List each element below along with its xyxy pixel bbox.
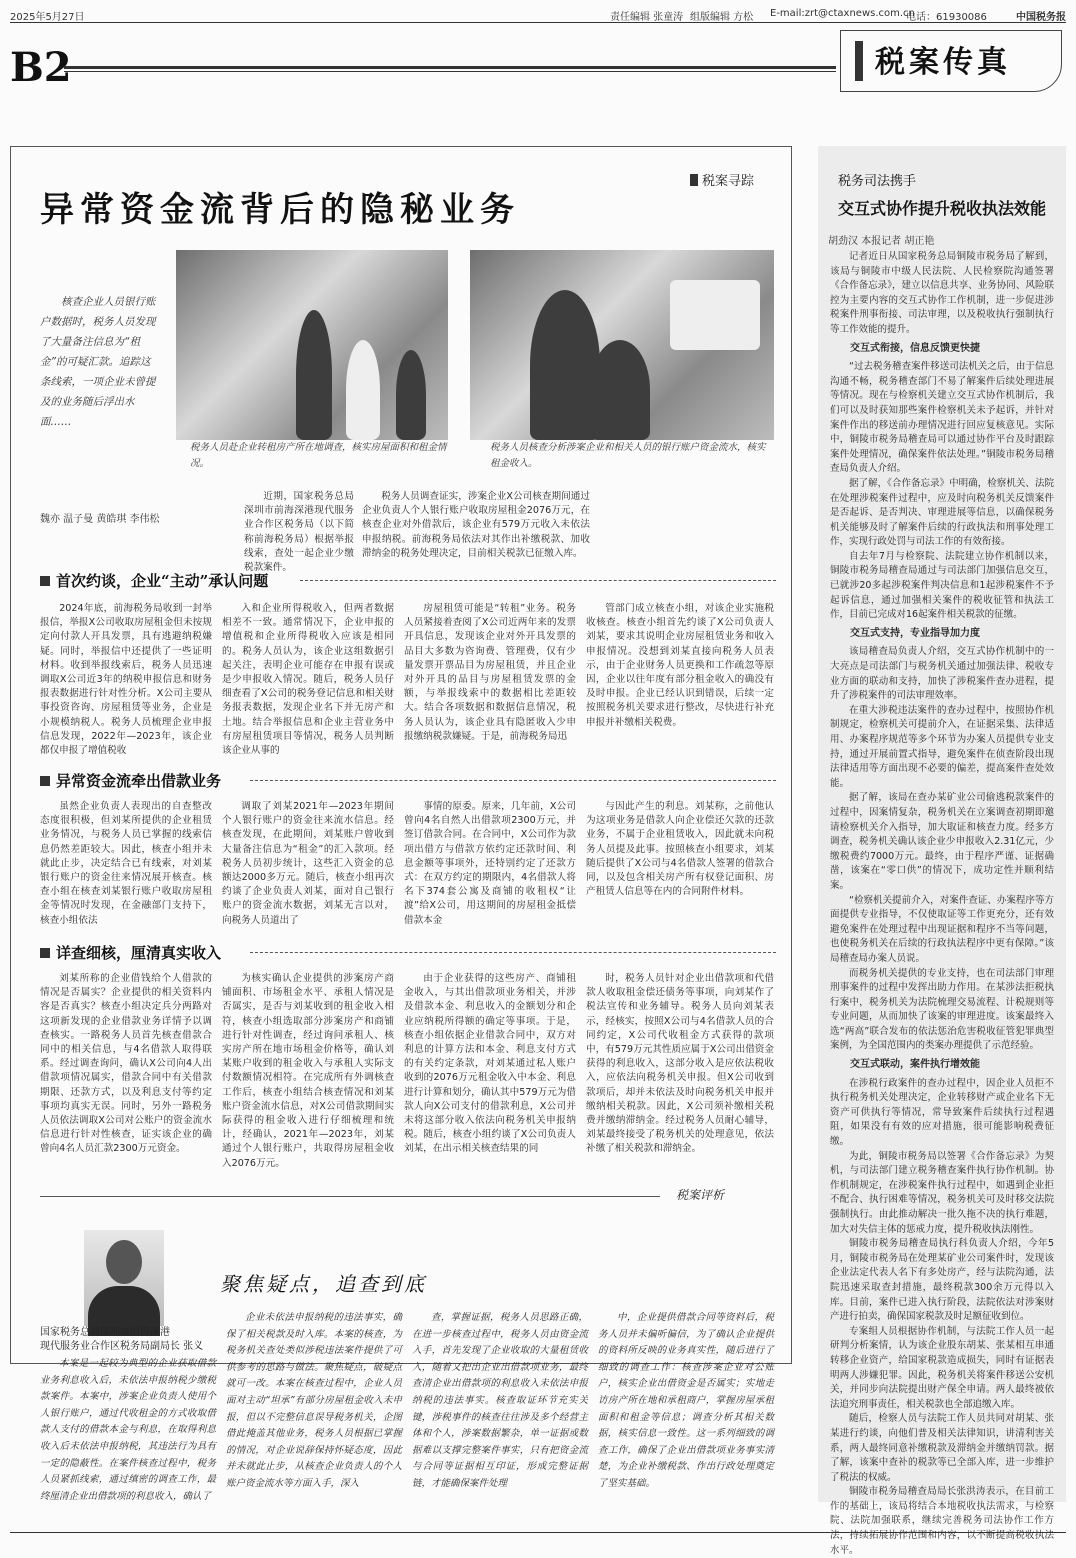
section-3-col-2 bbox=[222, 972, 394, 1169]
comment-col-2 bbox=[226, 1310, 402, 1496]
comment-tag: 税案评析 bbox=[676, 1188, 725, 1202]
section-3-para-3: 由于企业获得的这些房产、商铺租金收入，与其出借款项业务相关，并涉及借款本金、利息收入的金额划分和企业应纳税所得额的确定等事项。于是，核查小组依据企业借款合同中，双方对利息的计算方法和本金、利息支付方式的有关约定条款，对刘某通过私人账户收到的2076万元租金收入中本金、利息进行计算和划分，确认其中579万元为借款人向X公司支付的借款利息，X公司并未将这部分收入依法向税务机关申报纳税。随后，核查小组约谈了X公司负责人刘某，在出示相关核查结果的同 bbox=[404, 973, 576, 1155]
article-lead: 核查企业人员银行账户数据时，税务人员发现了大量备注信息为“租金”的可疑汇款。追踪这条线索，一项企业未曾提及的业务随后浮出水面…… bbox=[40, 296, 156, 428]
article-authors: 魏亦 温子曼 黄皓琪 李伟松 bbox=[40, 514, 160, 525]
sidebar-subhead: 交互式联动，案件执行增效能 bbox=[850, 1059, 980, 1071]
portrait-head bbox=[106, 1240, 142, 1284]
sidebar-paragraph: 自去年7月与检察院、法院建立协作机制以来，铜陵市税务局稽查局通过与司法部门加强信息交互，已就涉20多起涉税案件判决信息和1起涉税案件不予起诉信息，通过加强相关案件的税收征管和执法工作，目前已完成对16起案件相关税款的征缴。 bbox=[830, 550, 1054, 621]
section-2-para-2: 调取了刘某2021年—2023年期间个人银行账户的资金往来流水信息。经核查发现，在此期间，刘某账户曾收到大量备注信息为“租金”的汇入款项。经税务人员初步统计，这些汇入资金的总额达2000多万元。随后，核查小组再次约谈了企业负责人刘某，面对自己银行账户的资金流水数据，刘某无言以对，向税务人员道出了 bbox=[222, 801, 394, 926]
sidebar-paragraph: “检察机关提前介入，对案件查证、办案程序等方面提供专业指导，不仅使取证等工作更充分，还有效避免案件在处理过程中出现证据和程序不当等问题，也使税务机关在后续的行政执法程序中更有保障。”该局稽查局办案人员说。 bbox=[830, 894, 1054, 964]
photo-account-review bbox=[470, 250, 774, 440]
sidebar-paragraph: 在重大涉税违法案件的查办过程中，按照协作机制规定，检察机关可提前介入，在证据采集、法律适用、办案程序规范等多个环节为办案人员提供专业支持，通过开展前置式指导，避免案件在侦查阶段出现法律适用等方面出现不必要的偏差，提高案件查处效能。 bbox=[830, 704, 1054, 789]
section-2-col-1 bbox=[40, 800, 212, 930]
sidebar-paragraph: 据了解，《合作备忘录》中明确，检察机关、法院在处理涉税案件过程中，应及时向税务机关反馈案件是否起诉、是否判决、审理进展等信息，以确保税务机关能够及时了解案件后续的行政执法和刑事处理工作，实现行政处罚与司法工作的有效衔接。 bbox=[830, 477, 1054, 548]
section-2-title-text: 异常资金流牵出借款业务 bbox=[56, 772, 222, 790]
comment-para-2: 企业未依法申报纳税的违法事实，确保了相关税款及时入库。本案的核查，为税务机关查处类似涉税违法案件提供了可供参考的思路与做法。聚焦疑点，破疑点就可一改。本案在核查过程中，企业人员面对主动“坦承”有部分房屋租金收入未申报，但以不完整信息误导税务机关，企图借此掩盖其他业务，税务人员根据已掌握的情况，对企业说辞保持怀疑态度，因此并未就此止步，从核查企业负责人的个人账户资金流水等方面入手，深入 bbox=[226, 1312, 402, 1489]
nameplate-bar bbox=[855, 41, 863, 81]
section-2-para-1: 虽然企业负责人表现出的自查整改态度很积极，但刘某所提供的企业租赁业务情况，与税务人员已掌握的线索信息仍然差距较大。因此，核查小组并未就此止步，决定结合已有线索，对刘某银行账户的资金往来情况展开核查。核查小组在核查刘某银行账户收取房屋租金等情况时发现，在金融部门支持下，核查小组依法 bbox=[40, 801, 212, 926]
photo-figure bbox=[296, 310, 332, 440]
sidebar-title: 交互式协作提升税收执法效能 bbox=[838, 199, 1047, 218]
column-title: 税案传真 bbox=[875, 45, 1011, 80]
section-3-para-4: 时，税务人员针对企业出借款项和代借款人收取租金偿还债务等事项，向刘某作了税法宣传和业务辅导。税务人员向刘某表示，经核实，按照X公司与4名借款人员的合同约定，X公司代收租金方式获得的款项中，有579万元其性质应属于X公司出借资金获得的利息收入，这部分收入是应依法税收入，应依法向税务机关申报。但X公司收到款项后，却并未依法及时向税务机关申报并缴纳相关税款。因此，X公司须补缴相关税费并缴纳滞纳金。经过税务人员耐心辅导，刘某最终接受了税务机关的处理意见，依法补缴了相关税款和滞纳金。 bbox=[586, 973, 774, 1155]
section-2-col-4 bbox=[586, 800, 774, 930]
editor-credit: 责任编辑 张童涛 bbox=[610, 12, 684, 23]
sidebar-paragraph: 铜陵市税务局稽查局执行科负责人介绍，今年5月，铜陵市税务局在处理某矿业公司案件时，发现该企业法定代表人名下有多处房产，经与法院沟通，法院迅速采取查封措施，最终税款300余万元得以入库。目前，案件已进入执行阶段，法院依法对涉案财产进行拍卖，确保国家税款及时足额征收到位。 bbox=[830, 1238, 1054, 1323]
sidebar-subhead: 交互式衔接，信息反馈更快捷 bbox=[850, 342, 980, 354]
comment-col-3 bbox=[412, 1310, 588, 1496]
sidebar-byline: 胡劲汉 本报记者 胡正艳 bbox=[828, 236, 935, 247]
intro-col-2 bbox=[362, 490, 590, 570]
photo-figure bbox=[346, 340, 380, 440]
section-3-title bbox=[40, 942, 221, 963]
comment-col-4 bbox=[598, 1310, 774, 1496]
photo-monitor bbox=[670, 280, 760, 350]
header-thick-rule bbox=[64, 66, 836, 69]
sidebar-paragraph: 专案组人员根据协作机制，与法院工作人员一起研判分析案情，认为该企业股东胡某、张某相互串通转移企业资产，给国家税款造成损失，同时有证据表明两人涉嫌犯罪。因此，税务机关将案件移送公安机关，并同步向法院提出财产保全申请。两人最终被依法追究刑事责任，相关税款也全部追缴入库。 bbox=[830, 1325, 1054, 1410]
comment-rule bbox=[40, 1196, 660, 1197]
sidebar-body bbox=[830, 250, 1054, 1556]
section-1-para-1: 2024年底，前海税务局收到一封举报信，举报X公司收取房屋租金但未按规定向付款人开具发票，具有逃避纳税嫌疑。同时，举报信中还提供了一些证明材料。收到举报线索后，税务人员迅速调取X公司近3年的纳税申报信息和财务报表数据进行针对性分析。X公司主要从事投资咨询、房屋租赁等业务，企业是小规模纳税人。税务人员梳理企业申报信息发现，2022年—2023年，该企业都仅申报了增值税收 bbox=[40, 603, 212, 757]
comment-byline bbox=[40, 1326, 203, 1354]
intro-col-1 bbox=[244, 490, 354, 574]
sidebar-paragraph: 在涉税行政案件的查办过程中，因企业人员拒不执行税务机关处理决定，企业转移财产或企业名下无资产可供执行等情况，常导致案件后续执行过程遇阻，如果没有有效的应对措施，很可能影响税费征缴。 bbox=[830, 1077, 1054, 1148]
comment-col-1 bbox=[40, 1356, 216, 1502]
intro-para-2: 税务人员调查证实，涉案企业X公司核查期间通过企业负责人个人银行账户收取房屋租金2076万元，在核查企业对外借款后，该企业有579万元收入未依法申报纳税。前海税务局依法对其作出补缴税款、加收滞纳金的税务处理决定，目前相关税款已征缴入库。 bbox=[362, 491, 590, 559]
tag-marker-icon bbox=[690, 174, 698, 186]
contact-phone: 电话：61930086 bbox=[906, 12, 987, 23]
sidebar-paragraph: “过去税务稽查案件移送司法机关之后，由于信息沟通不畅，税务稽查部门不易了解案件后续处理进展等情况。现在与检察机关建立交互式协作机制后，我们可以及时获知那些案件检察机关未予起诉，并针对案件作出的移送前办理情况进行回应复核意见。实际中，铜陵市税务局稽查局可以通过协作平台及时跟踪案件处理情况，确保案件依法处理。”铜陵市税务局稽查局负责人介绍。 bbox=[830, 361, 1054, 475]
section-2-para-4: 与因此产生的利息。刘某称，之前他认为这项业务是借款人向企业偿还欠款的还款业务，不属于企业租赁收入，因此就未向税务人员提及此事。按照核查小组要求，刘某随后提供了X公司与4名借款人签署的借款合同，以及包含相关房产所有权登记面积、房产租赁人信息等在内的合同附件材料。 bbox=[586, 801, 774, 898]
intro-para-1: 近期，国家税务总局深圳市前海深港现代服务业合作区税务局（以下简称前海税务局）根据举报线索，查处一起企业少缴税款案件。 bbox=[244, 491, 354, 574]
section-1-col-3 bbox=[404, 602, 576, 752]
section-3-para-2: 为核实确认企业提供的涉案房产商铺面积、市场租金水平、承租人情况是否属实，是否与刘某收到的租金收入相符，核查小组选取部分涉案房产和商铺进行针对性调查，经过询问承租人、核实房产所在地市场租金价格等，确认刘某账户收到的租金收入与承租人实际支付数额情况相符。在完成所有外调核查工作后，核查小组结合核查情况和刘某账户资金流水信息，对X公司借款期间实际获得的租金收入进行仔细梳理和统计，经确认，2021年—2023年，刘某通过个人银行账户，共取得房屋租金收入2076万元。 bbox=[222, 973, 394, 1169]
issue-date: 2025年5月27日 bbox=[10, 12, 85, 23]
sidebar-paragraph: 而税务机关提供的专业支持，也在司法部门审理刑事案件的过程中发挥出助力作用。在某涉法拒税执行案中，税务机关为法院梳理交易流程、计税规则等专业问题，从而加快了该案的审理进度。该案最终入选“两高”联合发布的依法惩治危害税收征管犯罪典型案例，为全国范围内的类案办理提供了示范经验。 bbox=[830, 967, 1054, 1052]
section-2-para-3: 事情的原委。原来，几年前，X公司曾向4名自然人出借款项2300万元，并签订借款合同。在合同中，X公司作为款项出借方与借款方依约定还款时间、利息金额等事项外，还特别约定了还款方式：在双方约定的期限内，4名借款人将名下374套公寓及商铺的收租权“让渡”给X公司，用这期间的房屋租金抵偿借款本金 bbox=[404, 801, 576, 926]
section-3-title-text: 详查细核，厘清真实收入 bbox=[56, 944, 222, 962]
section-2-rule bbox=[250, 780, 776, 781]
section-1-title-text: 首次约谈，企业“主动”承认问题 bbox=[56, 572, 269, 590]
section-2-col-3 bbox=[404, 800, 576, 930]
comment-para-1: 本案是一起较为典型的企业获取借款业务利息收入后，未依法申报纳税少缴税款案件。本案中，涉案企业负责人使用个人银行账户，通过代收租金的方式收取借款人支付的借款本金与利息，在取得利息收入后未依法申报纳税，其违法行为具有一定的隐蔽性。在案件核查过程中，税务人员紧抓线索，通过缜密的调查工作，最终厘清企业出借款项的利息收入，确认了 bbox=[40, 1358, 216, 1502]
section-2-col-2 bbox=[222, 800, 394, 930]
section-1-para-4: 管部门成立核查小组，对该企业实施税收核查。核查小组首先约谈了X公司负责人刘某，要求其说明企业房屋租赁业务和收入申报情况。没想到刘某直接向税务人员表示，由于企业财务人员更换和工作疏忽等原因，企业以往年度有部分租金收入的确没有及时申报。企业已经认识到错误，后续一定按照税务机关要求进行整改，尽快进行补充申报并补缴相关税费。 bbox=[586, 603, 774, 728]
layout-credit: 组版编辑 方松 bbox=[690, 12, 754, 23]
section-marker-icon bbox=[40, 776, 50, 786]
sidebar-paragraph: 铜陵市税务局稽查局局长张洪涛表示，在目前工作的基础上，该局将结合本地税收执法需求，与检察院、法院加强联系，继续完善税务司法协作工作方法，持续拓展协作范围和内容，以不断提高税收执法水平。 bbox=[830, 1486, 1054, 1556]
section-1-col-1 bbox=[40, 602, 212, 757]
sidebar-paragraph: 记者近日从国家税务总局铜陵市税务局了解到，该局与铜陵市中级人民法院、人民检察院沟通签署《合作备忘录》，建立以信息共享、业务协同、风险联控为主要内容的交互式协作工作机制，进一步促进涉税案件刑事衔接、司法审理，以及税收执行强制执行等工作效能的提升。 bbox=[830, 251, 1054, 335]
section-1-title bbox=[40, 570, 268, 591]
section-3-col-3 bbox=[404, 972, 576, 1162]
sidebar-paragraph: 为此，铜陵市税务局以签署《合作备忘录》为契机，与司法部门建立税务稽查案件执行协作机制。协作机制规定，在涉税案件执行过程中，如遇到企业拒不配合、执行困难等情况，税务机关可及时移交法院强制执行。由此推动解决一批久拖不决的执行难题，加大对失信主体的惩戒力度，提升税收执法刚性。 bbox=[830, 1150, 1054, 1235]
section-1-para-3: 房屋租赁可能是“转租”业务。税务人员紧接着查阅了X公司近两年来的发票开具信息，发现该企业对外开具发票的品目大多数为咨询费、管理费，仅有少量发票开票品目为房屋租赁，并且企业对外开具的品目与房屋租赁发票的金额，与举报线索中的数据相比差距较大。结合各项数据和数据信息情况，税务人员认为，该企业具有隐匿收入少申报缴纳税款嫌疑。于是，前海税务局迅 bbox=[404, 603, 576, 742]
section-3-rule bbox=[250, 952, 776, 953]
section-1-para-2: 入和企业所得税收入，但两者数据相差不一致。通常情况下，企业申报的增值税和企业所得税收入应该是相同的。税务人员认为，该企业这组数据引起关注，表明企业可能存在申报有误或是少申报收入情况。随后，税务人员仔细查看了X公司的税务登记信息和相关财务报表数据，发现企业名下并无房产和土地。结合举报信息和企业主营业务中有房屋租赁项目等情况，税务人员判断该企业从事的 bbox=[222, 603, 394, 757]
section-2-title bbox=[40, 770, 221, 791]
contact-email[interactable]: E-mail:zrt@ctaxnews.com.cn bbox=[770, 8, 915, 19]
section-marker-icon bbox=[40, 948, 50, 958]
sidebar-paragraph: 据了解，该局在查办某矿业公司偷逃税款案件的过程中，因案情复杂，税务机关在立案调查初期即邀请检察机关介入指导，加大取证和核查力度。经多方调查，税务机关确认该企业少申报收入2.31亿元，少缴税费约7000万元。最终，由于程序严谨、证据确凿，该案在“零口供”的情况下，成功定性并顺利结案。 bbox=[830, 792, 1054, 891]
section-1-col-4 bbox=[586, 602, 774, 752]
header-thin-rule bbox=[64, 71, 836, 72]
section-3-para-1: 刘某所称的企业借钱给个人借款的情况是否属实？企业提供的相关资料内容是否真实？核查小组决定兵分两路对这项新发现的企业借款业务详情予以调查核实。一路税务人员首先核查借款合同中的相关信息，与4名借款人取得联系。经过调查询问，确认X公司向4人出借款项情况属实，借款合同中有关借款期限、还款方式，以及利息支付等约定事项均真实无误。同时，另外一路税务人员依法调取X公司对公账户的资金流水信息进行针对性核查，证实该企业的确曾向4名人员汇款2300万元资金。 bbox=[40, 973, 212, 1155]
article-headline: 异常资金流背后的隐秘业务 bbox=[40, 190, 520, 230]
section-3-col-1 bbox=[40, 972, 212, 1162]
photo-figure bbox=[396, 350, 426, 440]
article-tag-label: 税案寻踪 bbox=[702, 174, 755, 189]
article-tag bbox=[690, 170, 754, 189]
footer-rule bbox=[10, 1532, 1066, 1533]
column-nameplate bbox=[840, 30, 1062, 92]
section-1-col-2 bbox=[222, 602, 394, 757]
photo-site-inspection bbox=[176, 250, 448, 440]
caption-right: 税务人员核查分析涉案企业和相关人员的银行账户资金流水，核实租金收入。 bbox=[490, 442, 766, 469]
section-3-col-4 bbox=[586, 972, 774, 1162]
sidebar-kicker: 税务司法携手 bbox=[838, 174, 917, 189]
header-rule bbox=[10, 22, 1066, 23]
page-number: B2 bbox=[10, 44, 72, 91]
sidebar-paragraph: 随后，检察人员与法院工作人员共同对胡某、张某进行约谈，向他们普及相关法律知识，讲清利害关系，两人最终同意补缴税款及滞纳金并缴纳罚款。据了解，该案中查补的税款等已全部入库，进一步维护了税法的权威。 bbox=[830, 1413, 1054, 1483]
sidebar-subhead: 交互式支持，专业指导加力度 bbox=[850, 627, 980, 639]
author-portrait bbox=[84, 1230, 164, 1326]
newspaper-name: 中国税务报 bbox=[1016, 12, 1066, 23]
comment-para-4: 中，企业提供借款合同等资料后，税务人员并未偏听偏信，为了确认企业提供的资料所反映的业务真实性，随后进行了细致的调查工作：核查涉案企业对公账户，核实企业出借资金是否属实；实地走访房产所在地和承租商户，掌握房屋承租面积和租金等信息；调查分析其相关数据，核实信息一致性。这一系列细致的调查工作，确保了企业出借款项业务事实清楚，为企业补缴税款、作出行政处理奠定了坚实基础。 bbox=[598, 1312, 774, 1489]
sidebar-paragraph: 该局稽查局负责人介绍，交互式协作机制中的一大亮点是司法部门与税务机关通过加强法律、税收专业方面的联动和支持，加快了涉税案件查办进程，提升了涉税案件的司法审理效率。 bbox=[830, 646, 1054, 702]
comment-byline-line-2: 现代服务业合作区税务局副局长 张义 bbox=[40, 1341, 204, 1352]
comment-byline-line-1: 国家税务总局深圳市前海深港 bbox=[40, 1327, 170, 1338]
page-header bbox=[10, 6, 1066, 22]
section-marker-icon bbox=[40, 576, 50, 586]
comment-para-3: 查，掌握证据，税务人员思路正确，在进一步核查过程中，税务人员由资金流入手，首先发现了企业收取的大量租赁收入，随着又把出企业出借款项业务，最终查清企业出借款项的利息收入未依法申报纳税的违法事实。核查取证环节充实关键，涉税事件的核查往往涉及多个经营主体和个人，涉案数据繁杂，单一证据或数据难以支撑完整案件事实，只有把资金流与合同等证据相互印证，形成完整证据链，才能确保案件处理 bbox=[412, 1312, 588, 1489]
caption-left: 税务人员赴企业转租房产所在地调查，核实房屋面积和租金情况。 bbox=[190, 442, 447, 469]
section-1-rule bbox=[300, 580, 776, 581]
photo-figure bbox=[590, 340, 650, 440]
comment-headline: 聚焦疑点，追查到底 bbox=[220, 1272, 427, 1296]
